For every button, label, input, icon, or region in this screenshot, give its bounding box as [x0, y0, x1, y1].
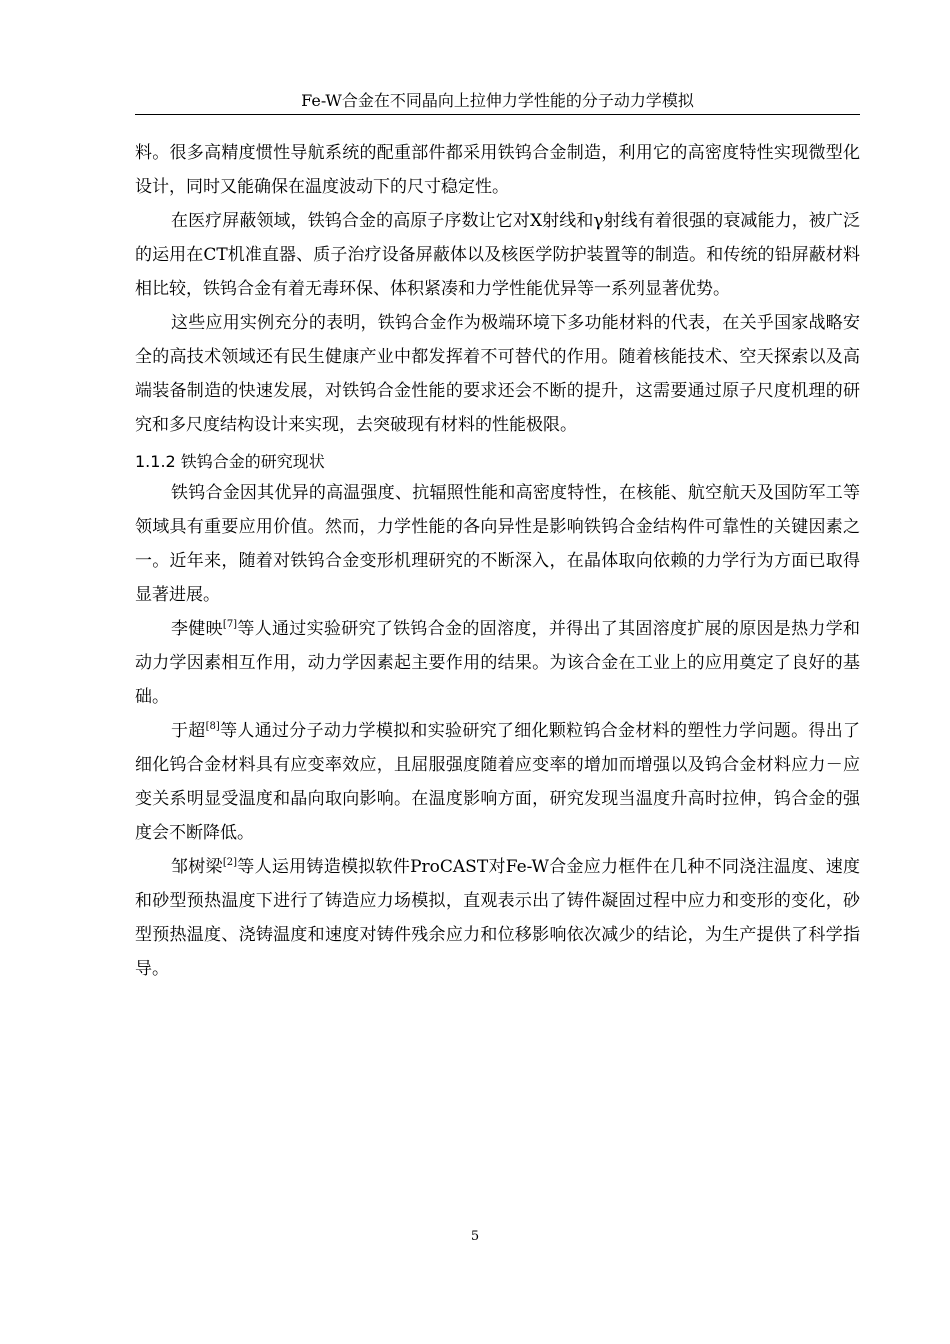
running-header-title: Fe-W合金在不同晶向上拉伸力学性能的分子动力学模拟 — [301, 91, 694, 110]
page-body — [135, 136, 860, 986]
paragraph-continuation: 料。很多高精度惯性导航系统的配重部件都采用铁钨合金制造，利用它的高密度特性实现微型化设计，同时又能确保在温度波动下的尺寸稳定性。 — [135, 143, 860, 197]
section-heading: 1.1.2 铁钨合金的研究现状 — [135, 452, 325, 471]
running-header — [135, 88, 860, 115]
citation-marker[interactable]: [8] — [205, 721, 220, 732]
page-number: 5 — [470, 1229, 480, 1244]
paragraph-research-overview: 铁钨合金因其优异的高温强度、抗辐照性能和高密度特性，在核能、航空航天及国防军工等领域具有重要应用价值。然而，力学性能的各向异性是影响铁钨合金结构件可靠性的关键因素之一。近年来，随着对铁钨合金变形机理研究的不断深入，在晶体取向依赖的力学行为方面已取得显著进展。 — [135, 483, 860, 605]
author-name: 李健映 — [171, 619, 223, 639]
paragraph-reference-8 — [135, 714, 860, 850]
paragraph-reference-2 — [135, 850, 860, 986]
citation-marker[interactable]: [7] — [222, 619, 238, 630]
author-name: 于超 — [171, 721, 206, 741]
paragraph-text: 等人通过实验研究了铁钨合金的固溶度，并得出了其固溶度扩展的原因是热力学和动力学因素相互作用，动力学因素起主要作用的结果。为该合金在工业上的应用奠定了良好的基础。 — [135, 619, 861, 707]
paragraph-text: 等人运用铸造模拟软件ProCAST对Fe-W合金应力框件在几种不同浇注温度、速度和砂型预热温度下进行了铸造应力场模拟，直观表示出了铸件凝固过程中应力和变形的变化，砂型预热温度、浇铸温度和速度对铸件残余应力和位移影响依次减少的结论，为生产提供了科学指导。 — [135, 857, 860, 979]
paragraph-applications-summary: 这些应用实例充分的表明，铁钨合金作为极端环境下多功能材料的代表，在关乎国家战略安全的高技术领域还有民生健康产业中都发挥着不可替代的作用。随着核能技术、空天探索以及高端装备制造的快速发展，对铁钨合金性能的要求还会不断的提升，这需要通过原子尺度机理的研究和多尺度结构设计来实现，去突破现有材料的性能极限。 — [135, 313, 860, 435]
paragraph-text: 等人通过分子动力学模拟和实验研究了细化颗粒钨合金材料的塑性力学问题。得出了细化钨合金材料具有应变率效应，且屈服强度随着应变率的增加而增强以及钨合金材料应力－应变关系明显受温度和晶向取向影响。在温度影响方面，研究发现当温度升高时拉伸，钨合金的强度会不断降低。 — [135, 721, 861, 843]
paragraph-medical-shielding: 在医疗屏蔽领域，铁钨合金的高原子序数让它对X射线和γ射线有着很强的衰减能力，被广泛的运用在CT机准直器、质子治疗设备屏蔽体以及核医学防护装置等的制造。和传统的铅屏蔽材料相比较，铁钨合金有着无毒环保、体积紧凑和力学性能优异等一系列显著优势。 — [135, 211, 860, 299]
citation-marker[interactable]: [2] — [222, 857, 238, 868]
paragraph-reference-7 — [135, 612, 860, 714]
author-name: 邹树梁 — [171, 857, 223, 877]
